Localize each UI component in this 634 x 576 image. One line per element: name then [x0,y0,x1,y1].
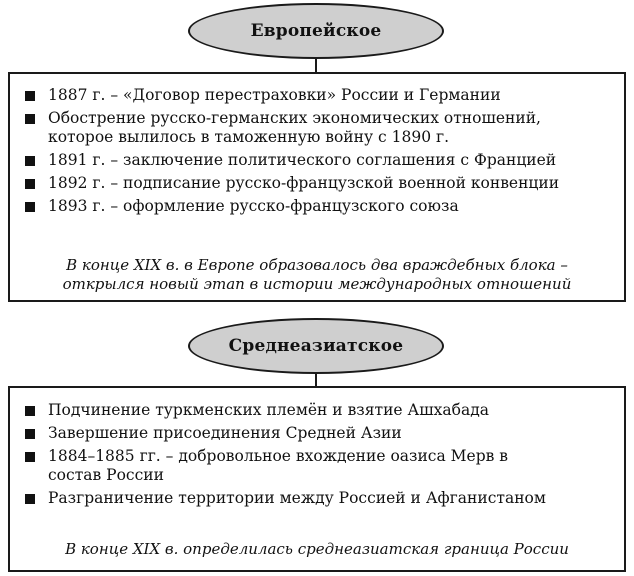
list-item [22,86,612,105]
list-item-text: 1891 г. – заключение политического соглашения с Францией [48,151,557,169]
item-list-european [22,86,612,220]
list-item [22,151,612,170]
list-item-text: 1887 г. – «Договор перестраховки» России и Германии [48,86,501,104]
connector-line-european [315,59,317,72]
section-box-central-asian [8,386,626,572]
list-item-text: 1892 г. – подписание русско-французской военной конвенции [48,174,560,192]
list-item-text: Завершение присоединения Средней Азии [48,424,402,442]
list-item-text: Подчинение туркменских племён и взятие Ашхабада [48,401,490,419]
list-item-text: 1893 г. – оформление русско-французского союза [48,197,459,215]
conclusion-line: В конце XIX в. в Европе образовалось два враждебных блока – [66,256,568,274]
section-title-european: Европейское [250,21,382,41]
square-bullet-icon [25,91,35,101]
section-title-oval-central-asian [188,318,444,374]
list-item [22,447,612,485]
conclusion-european [16,256,618,294]
list-item [22,401,612,420]
list-item [22,109,612,147]
square-bullet-icon [25,179,35,189]
square-bullet-icon [25,406,35,416]
conclusion-line: В конце XIX в. определилась среднеазиатская граница России [65,540,569,558]
conclusion-central-asian [16,540,618,559]
section-title-oval-european [188,3,444,59]
list-item-text: 1884–1885 гг. – добровольное вхождение оазиса Мерв в состав России [48,447,508,484]
list-item [22,197,612,216]
section-box-european [8,72,626,302]
item-list-central-asian [22,401,612,512]
square-bullet-icon [25,114,35,124]
list-item-text: Обострение русско-германских экономических отношений, которое вылилось в таможенную войну с 1890 г. [48,109,541,146]
list-item [22,489,612,508]
list-item-text: Разграничение территории между Россией и Афганистаном [48,489,546,507]
connector-line-central-asian [315,374,317,386]
section-title-central-asian: Среднеазиатское [228,336,404,356]
square-bullet-icon [25,452,35,462]
square-bullet-icon [25,202,35,212]
square-bullet-icon [25,494,35,504]
conclusion-line: открылся новый этап в истории международных отношений [62,275,572,293]
square-bullet-icon [25,156,35,166]
square-bullet-icon [25,429,35,439]
list-item [22,424,612,443]
list-item [22,174,612,193]
